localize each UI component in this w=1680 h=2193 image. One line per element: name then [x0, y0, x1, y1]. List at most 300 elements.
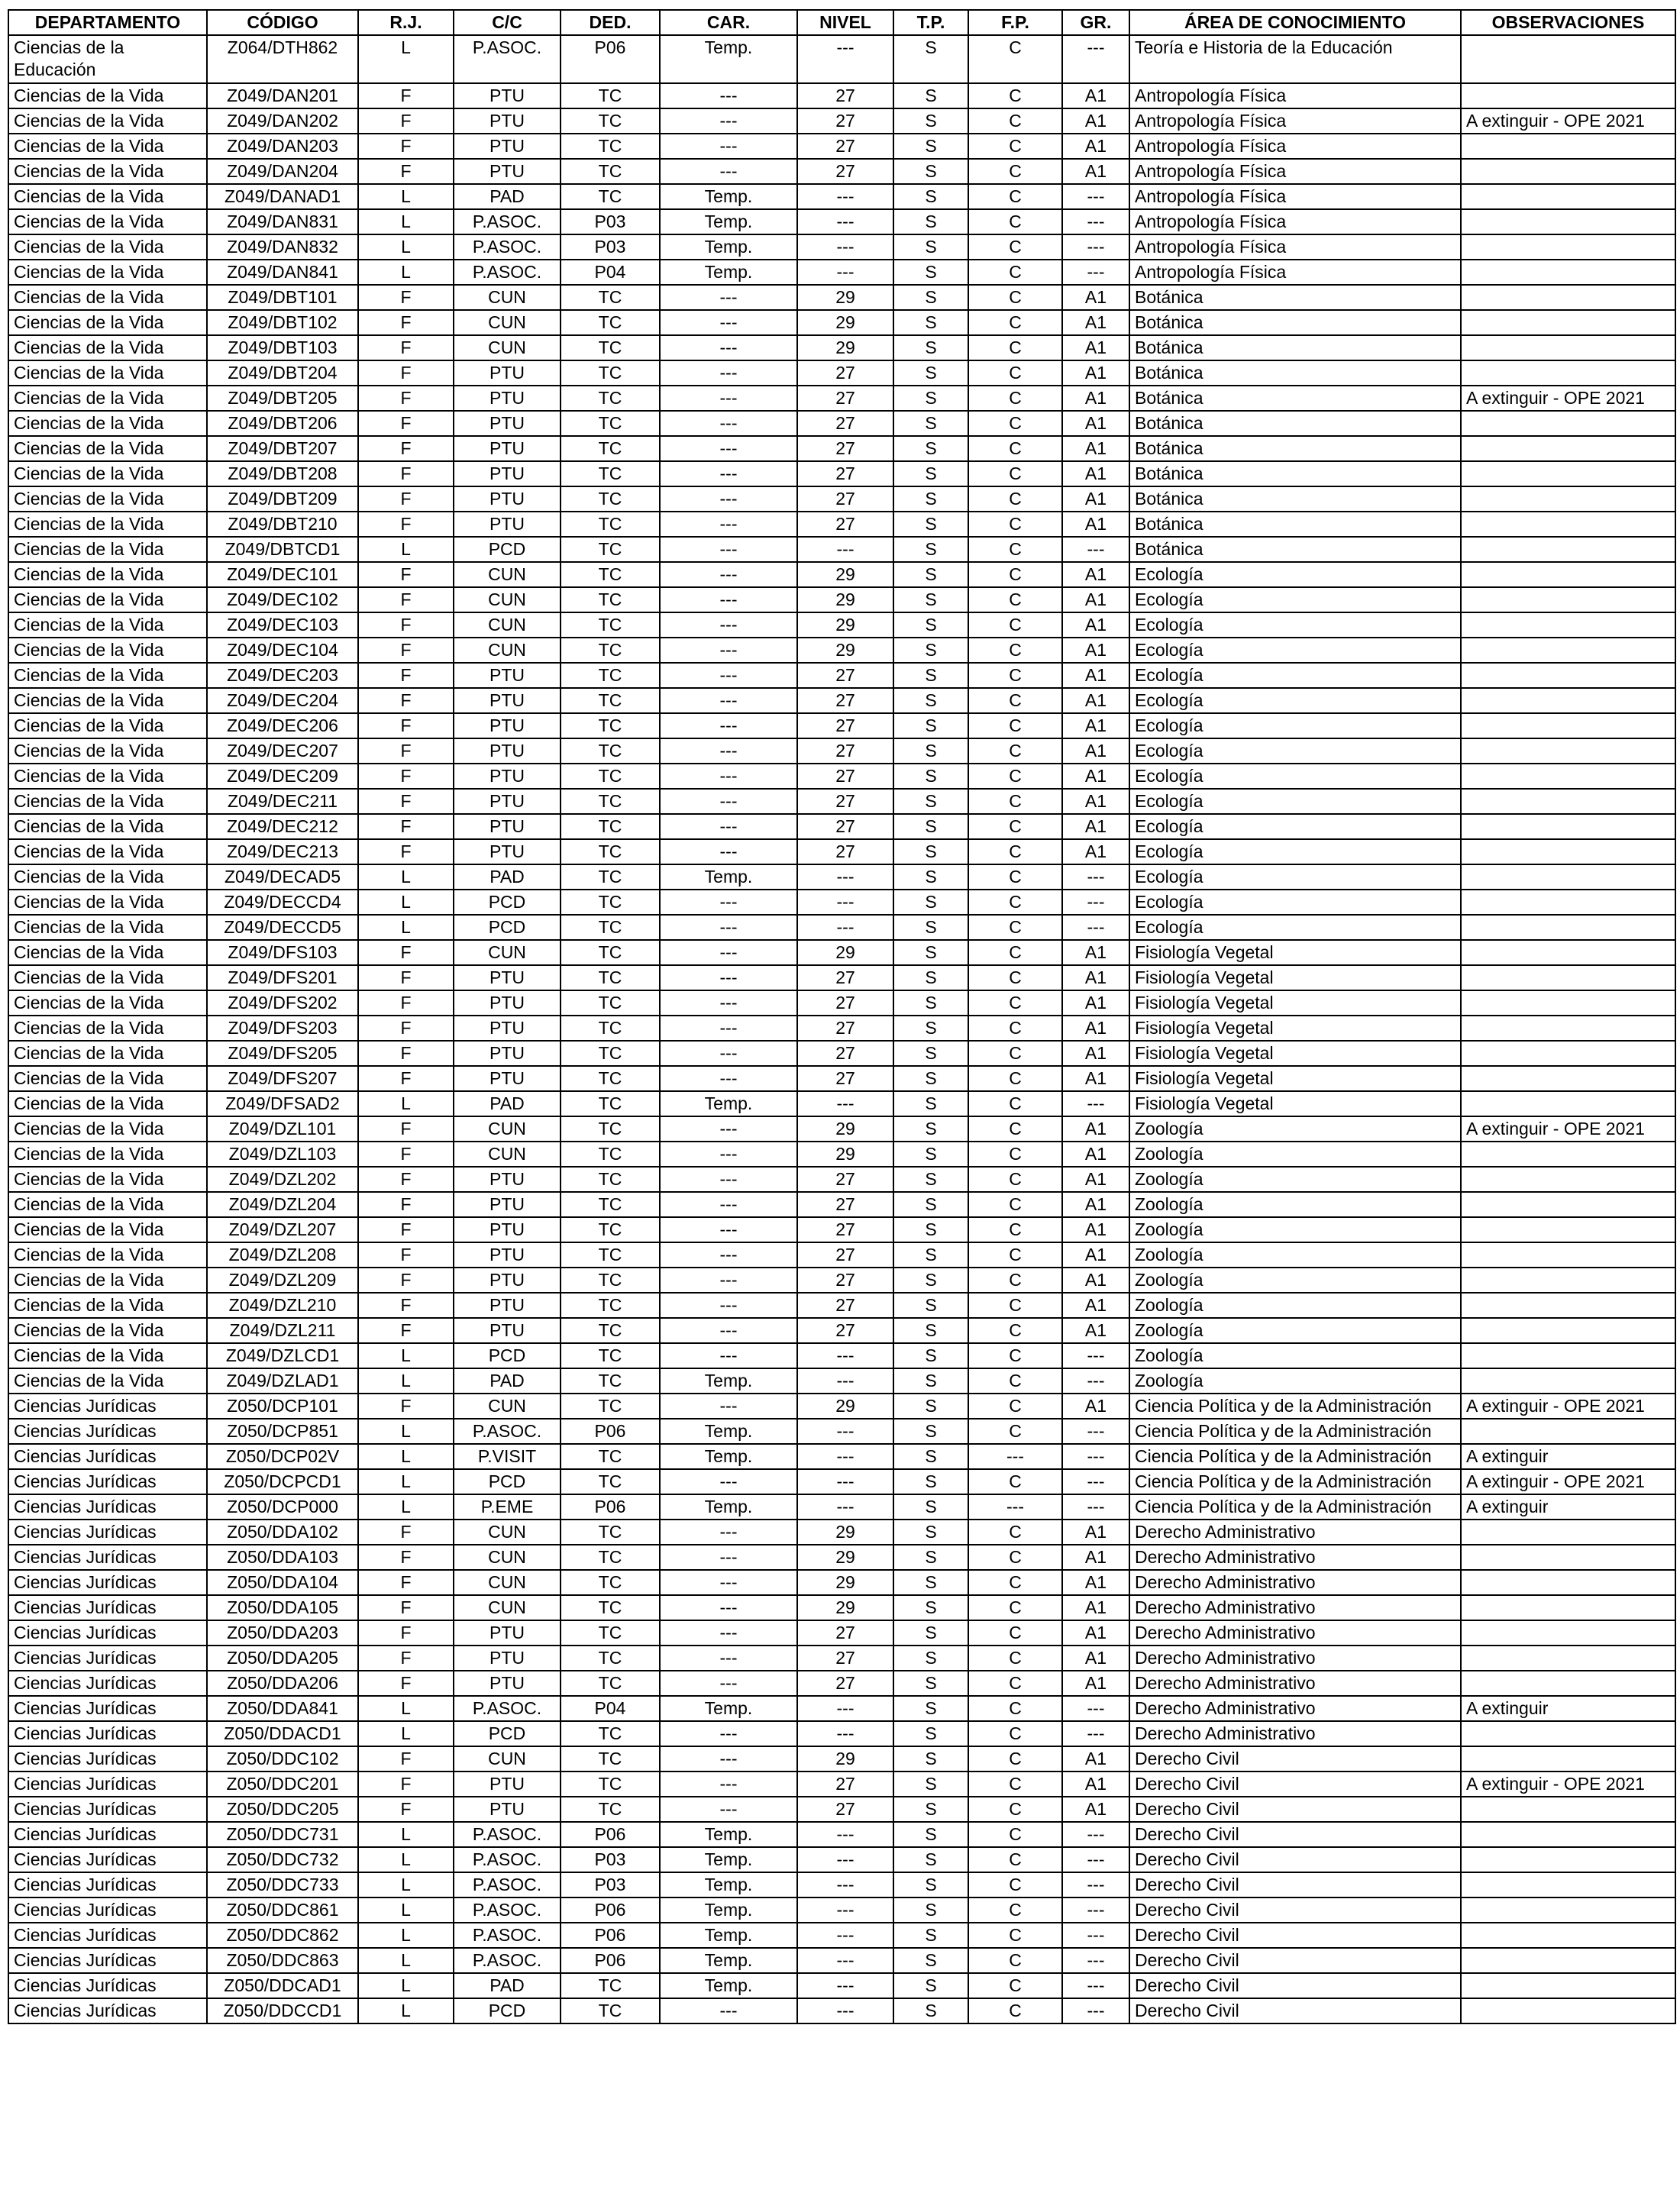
cell-nivel: --- [797, 234, 893, 260]
table-row [8, 1746, 1675, 1772]
positions-table [8, 9, 1676, 2024]
cell-area: Ecología [1129, 789, 1461, 814]
cell-fp: C [968, 1192, 1062, 1217]
cell-cc: PTU [454, 486, 561, 512]
cell-tp: S [893, 461, 968, 486]
cell-fp: C [968, 612, 1062, 638]
cell-ded: TC [561, 1116, 660, 1142]
cell-tp: S [893, 814, 968, 839]
cell-fp: C [968, 1167, 1062, 1192]
cell-area: Ecología [1129, 764, 1461, 789]
cell-codigo: Z050/DDC205 [207, 1797, 358, 1822]
cell-departamento: Ciencias Jurídicas [8, 1469, 207, 1494]
cell-observaciones [1461, 1671, 1675, 1696]
cell-car: --- [660, 638, 797, 663]
cell-ded: TC [561, 864, 660, 890]
cell-area: Botánica [1129, 411, 1461, 436]
cell-observaciones [1461, 1570, 1675, 1595]
table-row [8, 1217, 1675, 1242]
cell-tp: S [893, 839, 968, 864]
table-row [8, 738, 1675, 764]
cell-ded: TC [561, 587, 660, 612]
cell-car: --- [660, 965, 797, 990]
cell-fp: C [968, 1646, 1062, 1671]
cell-ded: TC [561, 814, 660, 839]
cell-observaciones: A extinguir - OPE 2021 [1461, 1469, 1675, 1494]
table-row [8, 1494, 1675, 1520]
cell-rj: F [358, 1217, 454, 1242]
cell-rj: L [358, 35, 454, 83]
cell-area: Antropología Física [1129, 209, 1461, 234]
cell-codigo: Z049/DEC203 [207, 663, 358, 688]
cell-rj: F [358, 1772, 454, 1797]
cell-area: Ecología [1129, 738, 1461, 764]
cell-tp: S [893, 209, 968, 234]
cell-departamento: Ciencias Jurídicas [8, 1595, 207, 1620]
cell-rj: F [358, 386, 454, 411]
cell-codigo: Z049/DBT204 [207, 360, 358, 386]
cell-departamento: Ciencias Jurídicas [8, 1444, 207, 1469]
cell-fp: C [968, 1797, 1062, 1822]
cell-ded: TC [561, 310, 660, 335]
cell-nivel: 29 [797, 335, 893, 360]
cell-rj: L [358, 1897, 454, 1923]
cell-departamento: Ciencias Jurídicas [8, 1847, 207, 1872]
cell-ded: TC [561, 159, 660, 184]
cell-car: --- [660, 1167, 797, 1192]
cell-gr: --- [1062, 35, 1129, 83]
cell-codigo: Z049/DBT102 [207, 310, 358, 335]
cell-departamento: Ciencias de la Vida [8, 234, 207, 260]
cell-fp: C [968, 461, 1062, 486]
cell-car: Temp. [660, 209, 797, 234]
cell-fp: C [968, 1318, 1062, 1343]
cell-rj: F [358, 1394, 454, 1419]
cell-rj: L [358, 1872, 454, 1897]
cell-tp: S [893, 562, 968, 587]
cell-observaciones [1461, 310, 1675, 335]
table-row [8, 1268, 1675, 1293]
table-row [8, 1646, 1675, 1671]
cell-tp: S [893, 1696, 968, 1721]
cell-departamento: Ciencias de la Vida [8, 310, 207, 335]
cell-gr: A1 [1062, 1142, 1129, 1167]
cell-fp: C [968, 1822, 1062, 1847]
cell-cc: CUN [454, 1746, 561, 1772]
cell-tp: S [893, 1167, 968, 1192]
cell-fp: C [968, 587, 1062, 612]
cell-fp: C [968, 234, 1062, 260]
cell-rj: L [358, 1998, 454, 2023]
cell-rj: F [358, 310, 454, 335]
cell-observaciones [1461, 1167, 1675, 1192]
cell-ded: P06 [561, 1494, 660, 1520]
cell-departamento: Ciencias de la Vida [8, 134, 207, 159]
cell-cc: PAD [454, 184, 561, 209]
cell-observaciones [1461, 537, 1675, 562]
cell-tp: S [893, 436, 968, 461]
cell-cc: CUN [454, 285, 561, 310]
cell-ded: P06 [561, 1948, 660, 1973]
cell-codigo: Z049/DBT101 [207, 285, 358, 310]
cell-departamento: Ciencias de la Vida [8, 537, 207, 562]
cell-fp: C [968, 562, 1062, 587]
cell-departamento: Ciencias de la Vida [8, 335, 207, 360]
cell-gr: A1 [1062, 1394, 1129, 1419]
cell-cc: PTU [454, 1671, 561, 1696]
cell-observaciones [1461, 562, 1675, 587]
cell-gr: A1 [1062, 1646, 1129, 1671]
cell-area: Ecología [1129, 612, 1461, 638]
cell-area: Zoología [1129, 1268, 1461, 1293]
cell-rj: F [358, 587, 454, 612]
cell-tp: S [893, 83, 968, 108]
cell-observaciones: A extinguir - OPE 2021 [1461, 1394, 1675, 1419]
cell-tp: S [893, 1394, 968, 1419]
cell-rj: F [358, 1545, 454, 1570]
cell-observaciones [1461, 184, 1675, 209]
cell-gr: A1 [1062, 108, 1129, 134]
cell-rj: F [358, 486, 454, 512]
header-fp: F.P. [968, 10, 1062, 35]
cell-tp: S [893, 1318, 968, 1343]
cell-observaciones [1461, 814, 1675, 839]
cell-ded: TC [561, 1520, 660, 1545]
cell-rj: L [358, 1444, 454, 1469]
cell-codigo: Z049/DAN841 [207, 260, 358, 285]
table-row [8, 915, 1675, 940]
cell-area: Teoría e Historia de la Educación [1129, 35, 1461, 83]
cell-tp: S [893, 1066, 968, 1091]
cell-observaciones [1461, 1016, 1675, 1041]
cell-observaciones [1461, 940, 1675, 965]
cell-ded: TC [561, 436, 660, 461]
cell-departamento: Ciencias de la Vida [8, 562, 207, 587]
cell-departamento: Ciencias de la Vida [8, 940, 207, 965]
cell-area: Ecología [1129, 915, 1461, 940]
cell-observaciones [1461, 1545, 1675, 1570]
cell-rj: F [358, 1242, 454, 1268]
cell-area: Botánica [1129, 386, 1461, 411]
cell-observaciones: A extinguir [1461, 1494, 1675, 1520]
cell-car: --- [660, 83, 797, 108]
cell-car: Temp. [660, 1973, 797, 1998]
cell-observaciones [1461, 486, 1675, 512]
cell-observaciones [1461, 1923, 1675, 1948]
cell-area: Antropología Física [1129, 159, 1461, 184]
cell-fp: C [968, 1923, 1062, 1948]
cell-car: --- [660, 1772, 797, 1797]
cell-fp: C [968, 1520, 1062, 1545]
cell-ded: TC [561, 1142, 660, 1167]
cell-tp: S [893, 1646, 968, 1671]
cell-ded: TC [561, 134, 660, 159]
cell-fp: C [968, 1620, 1062, 1646]
table-row [8, 1419, 1675, 1444]
table-row [8, 260, 1675, 285]
cell-departamento: Ciencias de la Vida [8, 1293, 207, 1318]
cell-area: Botánica [1129, 537, 1461, 562]
cell-gr: A1 [1062, 461, 1129, 486]
table-row [8, 486, 1675, 512]
cell-codigo: Z050/DDC732 [207, 1847, 358, 1872]
cell-tp: S [893, 1897, 968, 1923]
cell-codigo: Z049/DEC207 [207, 738, 358, 764]
cell-fp: C [968, 1116, 1062, 1142]
cell-codigo: Z050/DDCAD1 [207, 1973, 358, 1998]
cell-fp: C [968, 1973, 1062, 1998]
cell-car: --- [660, 738, 797, 764]
cell-nivel: 27 [797, 1318, 893, 1343]
cell-area: Zoología [1129, 1368, 1461, 1394]
cell-observaciones [1461, 1142, 1675, 1167]
cell-nivel: 29 [797, 1394, 893, 1419]
cell-cc: PTU [454, 512, 561, 537]
cell-observaciones [1461, 1343, 1675, 1368]
cell-area: Botánica [1129, 461, 1461, 486]
cell-area: Antropología Física [1129, 260, 1461, 285]
cell-observaciones [1461, 738, 1675, 764]
cell-rj: F [358, 436, 454, 461]
table-row [8, 1948, 1675, 1973]
cell-rj: L [358, 1847, 454, 1872]
cell-ded: TC [561, 1368, 660, 1394]
cell-observaciones [1461, 638, 1675, 663]
cell-cc: P.ASOC. [454, 1948, 561, 1973]
cell-cc: PTU [454, 965, 561, 990]
cell-car: --- [660, 587, 797, 612]
cell-codigo: Z049/DZL103 [207, 1142, 358, 1167]
cell-nivel: 29 [797, 940, 893, 965]
cell-cc: CUN [454, 1394, 561, 1419]
cell-car: --- [660, 1242, 797, 1268]
cell-tp: S [893, 1217, 968, 1242]
cell-codigo: Z050/DDC201 [207, 1772, 358, 1797]
cell-tp: S [893, 1772, 968, 1797]
cell-ded: P03 [561, 1847, 660, 1872]
cell-gr: A1 [1062, 814, 1129, 839]
cell-ded: TC [561, 1293, 660, 1318]
cell-cc: P.ASOC. [454, 234, 561, 260]
cell-car: Temp. [660, 35, 797, 83]
cell-departamento: Ciencias de la Vida [8, 1268, 207, 1293]
cell-nivel: 27 [797, 764, 893, 789]
cell-gr: --- [1062, 1444, 1129, 1469]
cell-observaciones [1461, 461, 1675, 486]
cell-ded: TC [561, 184, 660, 209]
cell-tp: S [893, 335, 968, 360]
cell-gr: --- [1062, 1494, 1129, 1520]
cell-observaciones [1461, 663, 1675, 688]
cell-gr: A1 [1062, 1520, 1129, 1545]
cell-observaciones [1461, 1948, 1675, 1973]
cell-nivel: --- [797, 1897, 893, 1923]
cell-area: Fisiología Vegetal [1129, 990, 1461, 1016]
cell-nivel: 27 [797, 965, 893, 990]
cell-car: --- [660, 1469, 797, 1494]
cell-nivel: 27 [797, 1041, 893, 1066]
cell-car: Temp. [660, 184, 797, 209]
cell-codigo: Z049/DZL202 [207, 1167, 358, 1192]
cell-cc: PTU [454, 1772, 561, 1797]
cell-ded: P06 [561, 1923, 660, 1948]
cell-gr: A1 [1062, 1016, 1129, 1041]
cell-ded: TC [561, 1192, 660, 1217]
cell-fp: C [968, 663, 1062, 688]
cell-area: Derecho Civil [1129, 1797, 1461, 1822]
cell-nivel: 27 [797, 436, 893, 461]
cell-rj: F [358, 1671, 454, 1696]
cell-observaciones [1461, 1973, 1675, 1998]
table-row [8, 335, 1675, 360]
cell-codigo: Z049/DANAD1 [207, 184, 358, 209]
cell-gr: --- [1062, 1091, 1129, 1116]
cell-tp: S [893, 260, 968, 285]
cell-nivel: --- [797, 1923, 893, 1948]
cell-area: Botánica [1129, 512, 1461, 537]
cell-nivel: 27 [797, 713, 893, 738]
cell-area: Ecología [1129, 890, 1461, 915]
cell-car: --- [660, 562, 797, 587]
cell-car: Temp. [660, 260, 797, 285]
cell-car: Temp. [660, 864, 797, 890]
cell-rj: F [358, 789, 454, 814]
cell-rj: L [358, 1822, 454, 1847]
cell-departamento: Ciencias Jurídicas [8, 1746, 207, 1772]
cell-codigo: Z050/DDA105 [207, 1595, 358, 1620]
cell-gr: --- [1062, 260, 1129, 285]
table-row [8, 713, 1675, 738]
table-row [8, 1318, 1675, 1343]
cell-rj: F [358, 335, 454, 360]
cell-codigo: Z049/DBT103 [207, 335, 358, 360]
cell-area: Ecología [1129, 587, 1461, 612]
cell-gr: A1 [1062, 839, 1129, 864]
cell-codigo: Z049/DEC213 [207, 839, 358, 864]
cell-departamento: Ciencias de la Vida [8, 612, 207, 638]
table-row [8, 35, 1675, 83]
cell-ded: TC [561, 738, 660, 764]
cell-departamento: Ciencias de la Vida [8, 764, 207, 789]
cell-tp: S [893, 1923, 968, 1948]
cell-fp: C [968, 1016, 1062, 1041]
cell-nivel: 29 [797, 1116, 893, 1142]
cell-observaciones [1461, 335, 1675, 360]
table-row [8, 1872, 1675, 1897]
cell-ded: TC [561, 1394, 660, 1419]
cell-departamento: Ciencias de la Vida [8, 688, 207, 713]
table-row [8, 83, 1675, 108]
cell-nivel: 27 [797, 134, 893, 159]
table-row [8, 310, 1675, 335]
cell-cc: P.ASOC. [454, 35, 561, 83]
cell-rj: F [358, 1142, 454, 1167]
cell-area: Ciencia Política y de la Administración [1129, 1394, 1461, 1419]
cell-cc: PTU [454, 1646, 561, 1671]
cell-cc: CUN [454, 562, 561, 587]
cell-rj: L [358, 1419, 454, 1444]
cell-ded: TC [561, 839, 660, 864]
cell-area: Derecho Civil [1129, 1772, 1461, 1797]
cell-gr: A1 [1062, 789, 1129, 814]
cell-ded: P03 [561, 234, 660, 260]
cell-rj: F [358, 688, 454, 713]
cell-area: Botánica [1129, 360, 1461, 386]
table-row [8, 1822, 1675, 1847]
cell-observaciones: A extinguir [1461, 1696, 1675, 1721]
table-row [8, 1671, 1675, 1696]
cell-observaciones [1461, 713, 1675, 738]
cell-tp: S [893, 890, 968, 915]
cell-ded: P03 [561, 1872, 660, 1897]
cell-cc: PTU [454, 461, 561, 486]
cell-fp: C [968, 1343, 1062, 1368]
header-car: CAR. [660, 10, 797, 35]
cell-car: --- [660, 1797, 797, 1822]
cell-observaciones [1461, 587, 1675, 612]
table-row [8, 890, 1675, 915]
cell-observaciones [1461, 1419, 1675, 1444]
cell-departamento: Ciencias Jurídicas [8, 1897, 207, 1923]
cell-departamento: Ciencias de la Vida [8, 1167, 207, 1192]
cell-observaciones [1461, 990, 1675, 1016]
table-row [8, 839, 1675, 864]
cell-fp: C [968, 134, 1062, 159]
cell-cc: PTU [454, 1192, 561, 1217]
cell-observaciones [1461, 965, 1675, 990]
cell-car: --- [660, 940, 797, 965]
cell-codigo: Z049/DFS207 [207, 1066, 358, 1091]
cell-fp: C [968, 965, 1062, 990]
cell-ded: TC [561, 486, 660, 512]
cell-car: --- [660, 990, 797, 1016]
cell-codigo: Z049/DECCD4 [207, 890, 358, 915]
cell-fp: C [968, 839, 1062, 864]
cell-nivel: 29 [797, 1142, 893, 1167]
cell-observaciones [1461, 1091, 1675, 1116]
cell-fp: C [968, 990, 1062, 1016]
cell-nivel: 27 [797, 738, 893, 764]
table-row [8, 1847, 1675, 1872]
cell-ded: TC [561, 360, 660, 386]
cell-car: Temp. [660, 1948, 797, 1973]
cell-tp: S [893, 1242, 968, 1268]
cell-gr: A1 [1062, 1318, 1129, 1343]
cell-departamento: Ciencias de la Vida [8, 1368, 207, 1394]
cell-car: --- [660, 1570, 797, 1595]
cell-gr: A1 [1062, 562, 1129, 587]
cell-car: Temp. [660, 1847, 797, 1872]
cell-observaciones [1461, 890, 1675, 915]
cell-codigo: Z050/DDA104 [207, 1570, 358, 1595]
cell-tp: S [893, 789, 968, 814]
cell-fp: C [968, 1419, 1062, 1444]
table-row [8, 360, 1675, 386]
cell-fp: C [968, 537, 1062, 562]
cell-nivel: 27 [797, 512, 893, 537]
cell-area: Zoología [1129, 1217, 1461, 1242]
cell-departamento: Ciencias de la Vida [8, 1343, 207, 1368]
table-row [8, 1091, 1675, 1116]
cell-rj: L [358, 1469, 454, 1494]
cell-rj: L [358, 1343, 454, 1368]
cell-ded: TC [561, 1217, 660, 1242]
cell-nivel: 27 [797, 1620, 893, 1646]
cell-departamento: Ciencias de la Vida [8, 1242, 207, 1268]
table-row [8, 184, 1675, 209]
cell-car: --- [660, 814, 797, 839]
cell-codigo: Z050/DCP851 [207, 1419, 358, 1444]
